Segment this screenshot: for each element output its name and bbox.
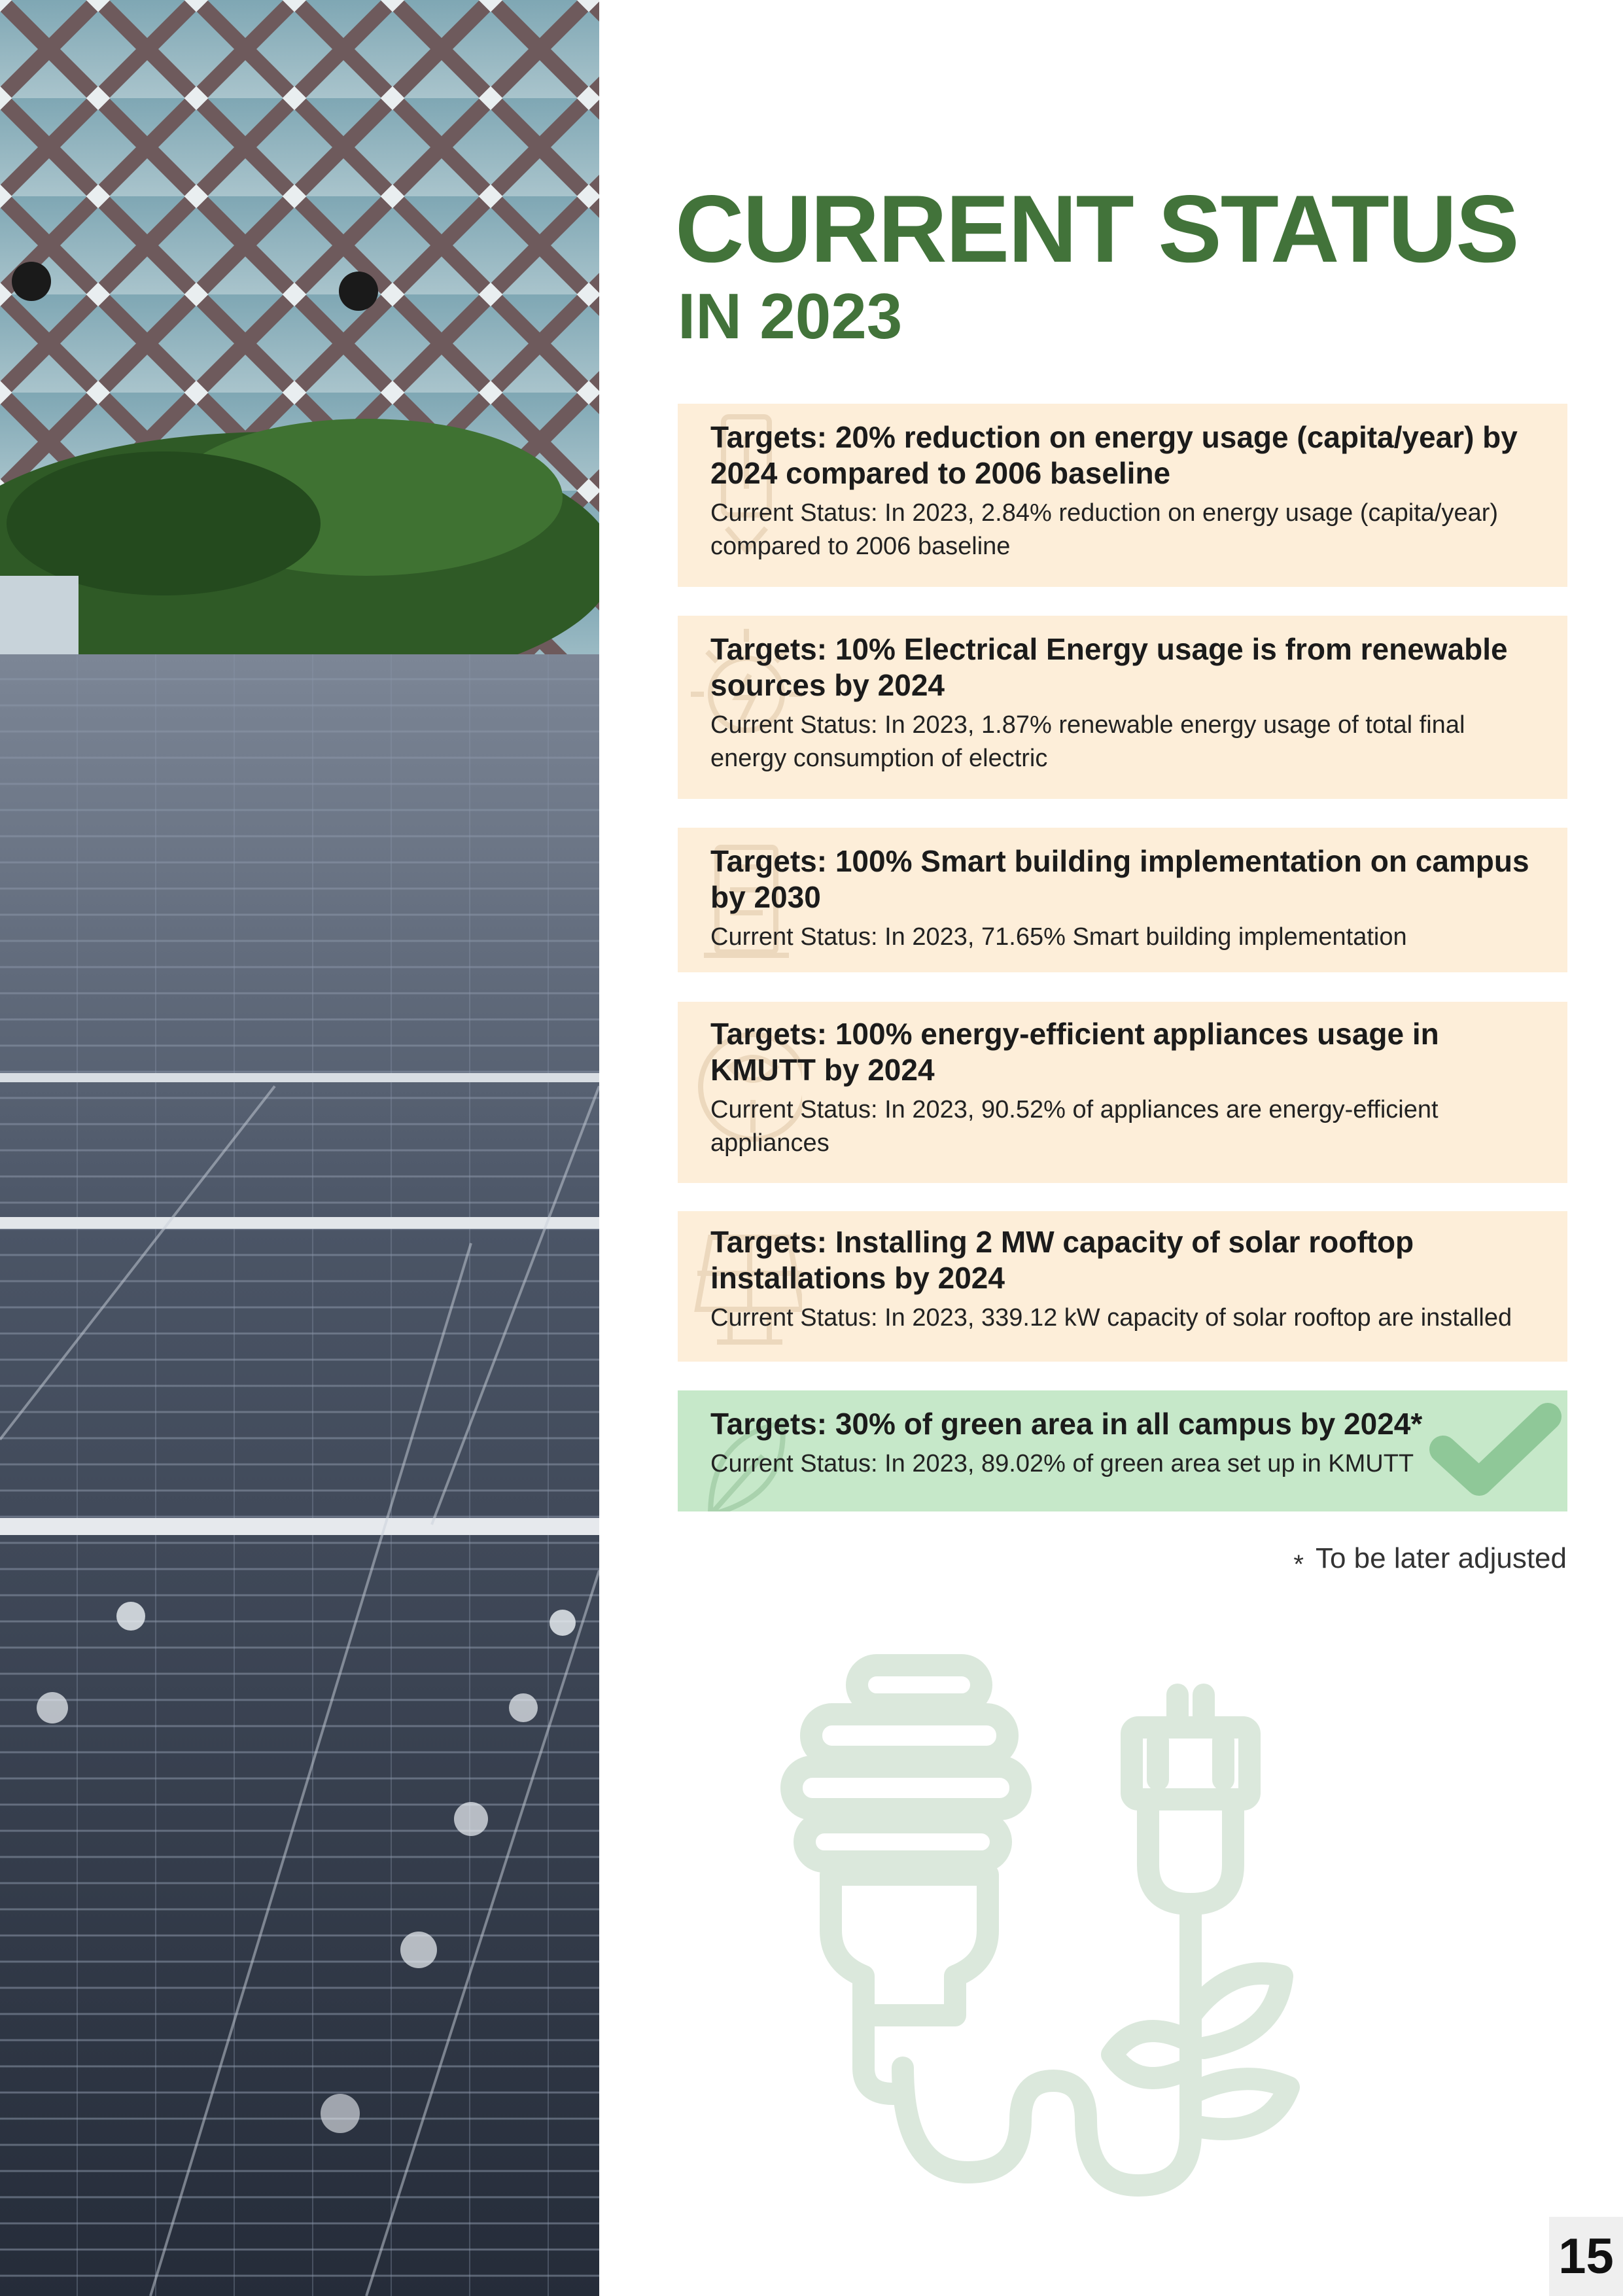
target-text: Targets: 10% Electrical Energy usage is from renewable sources by 2024: [710, 632, 1508, 702]
target-card: [678, 404, 1567, 587]
target-text: Targets: 30% of green area in all campus by 2024*: [710, 1407, 1423, 1441]
solar-panels-photo: [0, 0, 599, 2296]
target-text: Targets: 20% reduction on energy usage (capita/year) by 2024 compared to 2006 baseline: [710, 420, 1518, 490]
status-text: Current Status: In 2023, 90.52% of appliances are energy-efficient appliances: [710, 1096, 1439, 1157]
bulb-plug-illustration: [772, 1649, 1361, 2225]
footnote: [1285, 1539, 1567, 1584]
status-text: Current Status: In 2023, 71.65% Smart building implementation: [710, 923, 1407, 951]
status-text: Current Status: In 2023, 2.84% reduction on energy usage (capita/year) compared to 2006 baseline: [710, 499, 1499, 560]
page-number: 15: [1549, 2217, 1623, 2296]
page-title: CURRENT STATUS: [675, 175, 1518, 282]
solar-panels-illustration: [0, 0, 599, 2296]
target-card: [678, 616, 1567, 799]
target-text: Targets: Installing 2 MW capacity of solar rooftop installations by 2024: [710, 1225, 1414, 1295]
page-subtitle: IN 2023: [678, 280, 903, 352]
target-text: Targets: 100% energy-efficient appliances usage in KMUTT by 2024: [710, 1017, 1439, 1087]
footnote-marker: *: [1293, 1550, 1304, 1579]
target-card-achieved: [678, 1390, 1567, 1511]
target-card: [678, 828, 1567, 972]
target-text: Targets: 100% Smart building implementation on campus by 2030: [710, 844, 1529, 914]
status-text: Current Status: In 2023, 1.87% renewable energy usage of total final energy consumption of electric: [710, 711, 1465, 772]
status-text: Current Status: In 2023, 339.12 kW capacity of solar rooftop are installed: [710, 1304, 1512, 1332]
status-text: Current Status: In 2023, 89.02% of green area set up in KMUTT: [710, 1450, 1414, 1477]
target-card: [678, 1002, 1567, 1183]
target-card: [678, 1211, 1567, 1362]
footnote-text: To be later adjusted: [1315, 1542, 1567, 1574]
